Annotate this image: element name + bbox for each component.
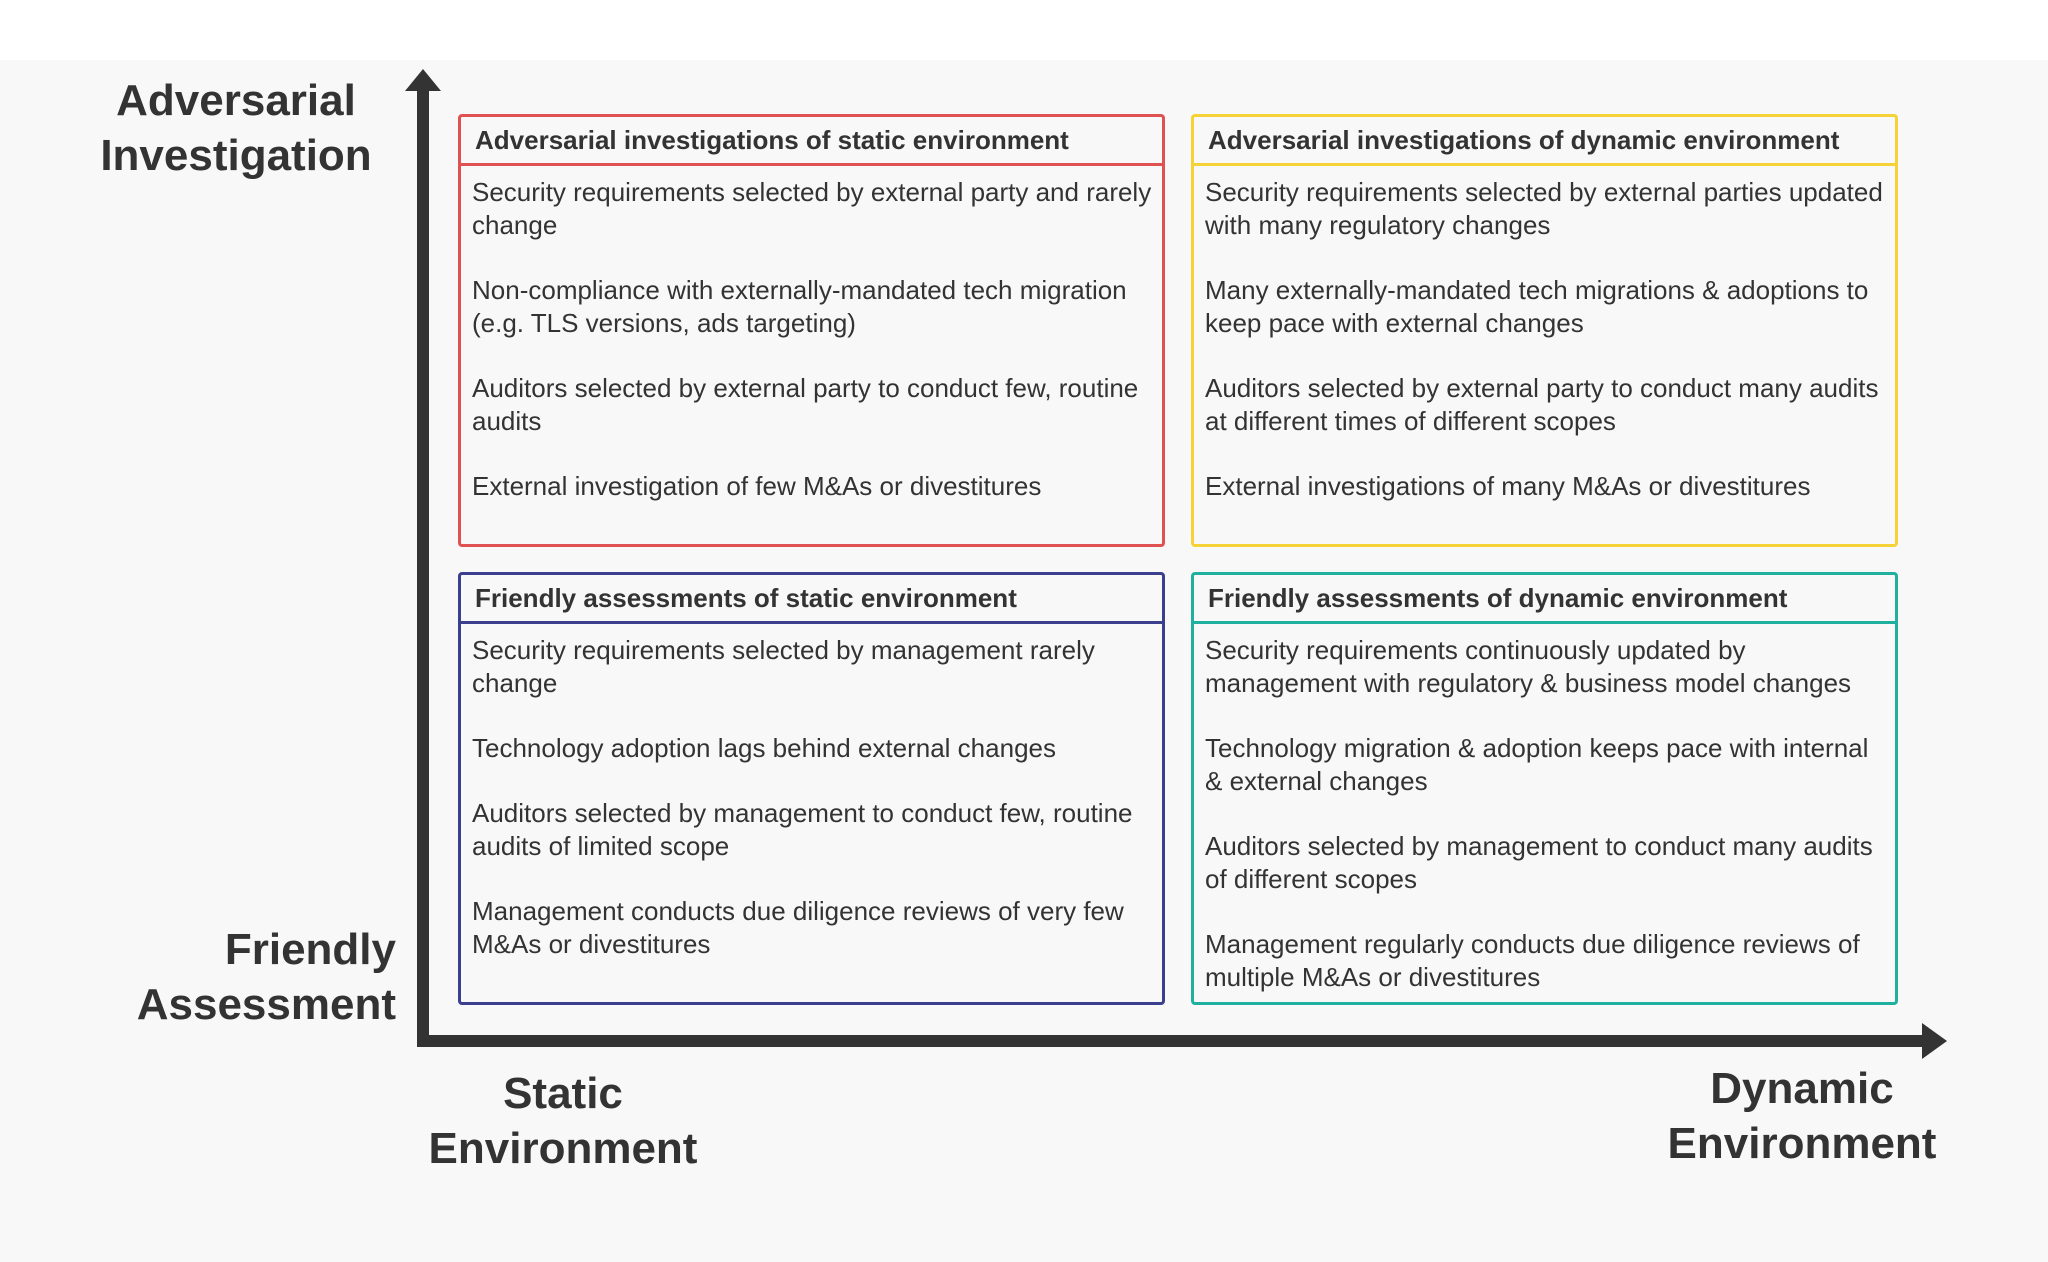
quadrant-item: Technology adoption lags behind external changes (472, 733, 1056, 763)
quadrant-item: Management regularly conducts due diligence reviews of multiple M&As or divestitures (1205, 929, 1860, 992)
quadrant-title: Adversarial investigations of static environment (461, 117, 1162, 166)
quadrant-title: Friendly assessments of dynamic environment (1194, 575, 1895, 624)
x-axis-left-label (423, 1066, 703, 1176)
quadrant-item: Management conducts due diligence reviews of very few M&As or divestitures (472, 896, 1124, 959)
quadrant-item: Auditors selected by external party to conduct few, routine audits (472, 373, 1139, 436)
x-axis-right-label-line2: Environment (1667, 1119, 1937, 1168)
quadrant-item: Security requirements selected by management rarely change (472, 635, 1095, 698)
quadrant-body (1194, 624, 1895, 994)
quadrant-title: Adversarial investigations of dynamic environment (1194, 117, 1895, 166)
quadrant-item: Technology migration & adoption keeps pace with internal & external changes (1205, 733, 1869, 796)
quadrant-friendly-dynamic (1191, 572, 1898, 1005)
x-axis-right-label-line1: Dynamic (1710, 1064, 1894, 1113)
quadrant-friendly-static (458, 572, 1165, 1005)
quadrant-item: Security requirements selected by external parties updated with many regulatory changes (1205, 177, 1883, 240)
x-axis-arrowhead (1922, 1023, 1947, 1059)
y-axis-arrowhead (405, 69, 441, 91)
quadrant-item: Security requirements selected by external party and rarely change (472, 177, 1152, 240)
quadrant-body (461, 624, 1162, 961)
quadrant-body (461, 166, 1162, 503)
quadrant-body (1194, 166, 1895, 503)
y-axis-bottom-label-line1: Friendly (224, 925, 396, 974)
y-axis-bottom-label (137, 922, 396, 1032)
x-axis-left-label-line2: Environment (428, 1124, 698, 1173)
quadrant-adversarial-dynamic (1191, 114, 1898, 547)
quadrant-item: External investigations of many M&As or divestitures (1205, 471, 1811, 501)
y-axis-bottom-label-line2: Assessment (136, 980, 396, 1029)
quadrant-item: Auditors selected by external party to conduct many audits at different times of different scopes (1205, 373, 1879, 436)
quadrant-item: Non-compliance with externally-mandated tech migration (e.g. TLS versions, ads targeting) (472, 275, 1127, 338)
quadrant-item: External investigation of few M&As or divestitures (472, 471, 1042, 501)
y-axis-top-label-line2: Investigation (100, 131, 372, 180)
y-axis-top-label-line1: Adversarial (116, 76, 356, 125)
quadrant-item: Auditors selected by management to conduct few, routine audits of limited scope (472, 798, 1133, 861)
y-axis-top-label (76, 73, 396, 183)
x-axis-left-label-line1: Static (503, 1069, 623, 1118)
quadrant-adversarial-static (458, 114, 1165, 547)
quadrant-item: Security requirements continuously updated by management with regulatory & business model changes (1205, 635, 1852, 698)
quadrant-title: Friendly assessments of static environment (461, 575, 1162, 624)
x-axis-right-label (1652, 1061, 1952, 1171)
quadrant-item: Auditors selected by management to conduct many audits of different scopes (1205, 831, 1873, 894)
quadrant-item: Many externally-mandated tech migrations & adoptions to keep pace with external changes (1205, 275, 1869, 338)
